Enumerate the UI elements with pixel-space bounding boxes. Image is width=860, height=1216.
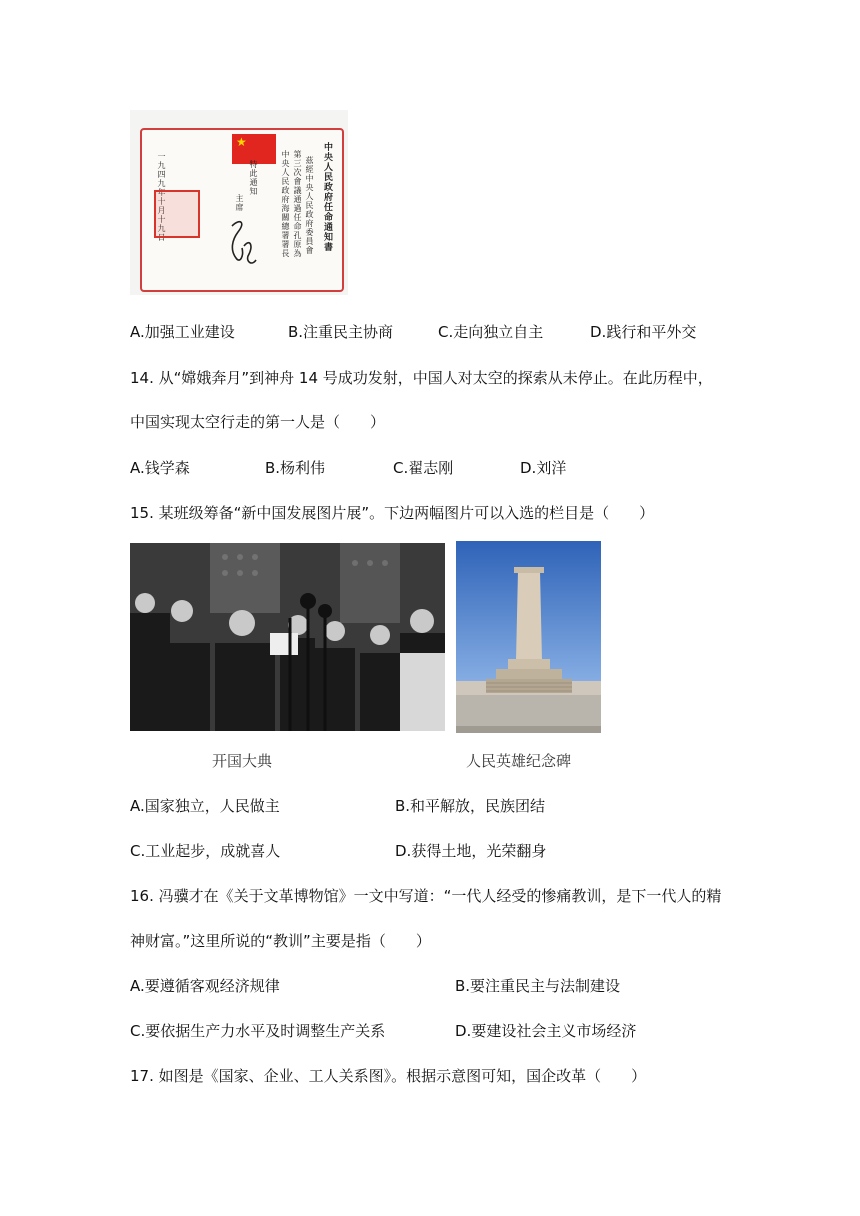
q14-stem-line1: 14. 从“嫦娥奔月”到神舟 14 号成功发射，中国人对太空的探索从未停止。在此历程中， bbox=[130, 369, 713, 387]
signature-icon bbox=[226, 216, 260, 270]
q15-option-a: A.国家独立，人民做主 bbox=[130, 797, 280, 815]
q13-option-d: D.践行和平外交 bbox=[590, 323, 697, 341]
photo-caption-founding-ceremony: 开国大典 bbox=[212, 752, 273, 770]
q16-option-d: D.要建设社会主义市场经济 bbox=[455, 1022, 637, 1040]
q14-option-c: C.翟志刚 bbox=[393, 459, 454, 477]
founding-ceremony-photo bbox=[130, 543, 445, 731]
q13-option-b: B.注重民主协商 bbox=[288, 323, 394, 341]
q16-option-a: A.要遵循客观经济规律 bbox=[130, 977, 280, 995]
q14-option-b: B.杨利伟 bbox=[265, 459, 326, 477]
certificate-closing: 特此通知 bbox=[249, 160, 258, 196]
q16-option-c: C.要依据生产力水平及时调整生产关系 bbox=[130, 1022, 386, 1040]
certificate-frame bbox=[140, 128, 344, 292]
appointment-certificate-image bbox=[130, 110, 348, 295]
q15-option-c: C.工业起步，成就喜人 bbox=[130, 842, 281, 860]
photo-caption-monument: 人民英雄纪念碑 bbox=[466, 752, 572, 770]
q13-option-a: A.加强工业建设 bbox=[130, 323, 235, 341]
q14-option-d: D.刘洋 bbox=[520, 459, 567, 477]
q13-option-c: C.走向独立自主 bbox=[438, 323, 544, 341]
certificate-date: 一九四九年十月十九日 bbox=[157, 152, 166, 242]
q14-stem-line2: 中国实现太空行走的第一人是（ ） bbox=[130, 413, 386, 431]
certificate-body-line: 第三次會議通過任命孔原為 bbox=[293, 150, 302, 258]
official-seal bbox=[154, 190, 200, 238]
q17-stem-line1: 17. 如图是《国家、企业、工人关系图》。根据示意图可知，国企改革（ ） bbox=[130, 1067, 647, 1085]
q16-option-b: B.要注重民主与法制建设 bbox=[455, 977, 621, 995]
q15-option-b: B.和平解放，民族团结 bbox=[395, 797, 546, 815]
q14-option-a: A.钱学森 bbox=[130, 459, 190, 477]
q16-stem-line2: 神财富。”这里所说的“教训”主要是指（ ） bbox=[130, 932, 431, 950]
q15-stem-line1: 15. 某班级筹备“新中国发展图片展”。下边两幅图片可以入选的栏目是（ ） bbox=[130, 504, 655, 522]
monument-photo bbox=[456, 541, 601, 733]
certificate-body-line: 中央人民政府海關總署署長 bbox=[281, 150, 290, 258]
q16-stem-line1: 16. 冯骥才在《关于文革博物馆》一文中写道：“一代人经受的惨痛教训，是下一代人的精 bbox=[130, 887, 722, 905]
national-flag-icon: ★ bbox=[232, 134, 276, 164]
certificate-signer-title: 主席 bbox=[235, 194, 244, 212]
q15-option-d: D.获得土地，光荣翻身 bbox=[395, 842, 547, 860]
certificate-title: 中央人民政府任命通知書 bbox=[322, 142, 332, 252]
certificate-body-line: 茲經中央人民政府委員會 bbox=[305, 156, 314, 255]
